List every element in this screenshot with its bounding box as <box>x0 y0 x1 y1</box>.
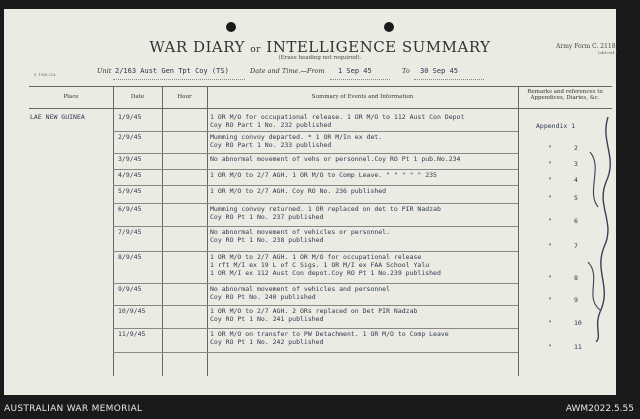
entry-summary-line: Coy RO Part 1 No. 233 published <box>210 141 332 149</box>
entry-summary-line: Coy RO Part 1 No. 232 published <box>210 121 332 129</box>
entry-remark: 9 <box>574 296 578 304</box>
entry-date: 9/9/45 <box>118 285 142 293</box>
entry-remark-ditto: " <box>548 343 552 351</box>
army-form-sub: (old-ctrl.) <box>598 50 618 55</box>
entry-date: 1/9/45 <box>118 113 142 121</box>
entry-summary-line: 1 OR M/O to 2/7 AGH. Coy RO No. 236 published <box>210 187 387 195</box>
entry-remark-ditto: " <box>548 319 552 327</box>
row-rule <box>113 226 518 227</box>
entry-summary-line: Coy RO Pt 1 No. 242 published <box>210 338 324 346</box>
entry-date: 6/9/45 <box>118 205 142 213</box>
entry-date: 5/9/45 <box>118 187 142 195</box>
title-or: or <box>250 45 261 55</box>
punch-hole <box>384 22 394 32</box>
col-header-summary: Summary of Events and Information <box>311 94 414 100</box>
entry-remark-ditto: " <box>548 242 552 250</box>
entry-remark: Appendix 1 <box>536 122 576 130</box>
entry-summary-line: 1 OR M/O to 2/7 AGH. 1 OR M/O for occupational release <box>210 253 422 261</box>
entry-date: 10/9/45 <box>118 307 146 315</box>
entry-remark-ditto: " <box>548 274 552 282</box>
army-form-number: Army Form C. 2118 <box>556 43 616 50</box>
entry-summary-line: 1 OR M/I ex 112 Aust Con depot.Coy RO Pt 1 No.239 published <box>210 269 441 277</box>
row-rule <box>113 305 518 306</box>
form-title <box>0 38 640 56</box>
form-subtitle: (Erase heading not required). <box>278 55 362 61</box>
entry-summary-line: Mumming convoy returned. 1 OR replaced on det to PIR Nadzab <box>210 205 441 213</box>
entry-summary-line: 1 rft M/I ex 19 L of C Sigs. 1 OR M/I ex FAA School Yalu <box>210 261 430 269</box>
row-rule <box>113 203 518 204</box>
entry-summary-line: 1 OR M/O for occupational release. 1 OR M/O to 112 Aust Con Depot <box>210 113 465 121</box>
row-rule <box>113 131 518 132</box>
entry-summary-line: Coy RO Pt 1 No. 238 published <box>210 236 324 244</box>
entry-date: 11/9/45 <box>118 330 146 338</box>
entry-remark-ditto: " <box>548 217 552 225</box>
date-to-underline <box>414 79 484 80</box>
entry-summary-line: Coy RO Pt No. 240 published <box>210 293 316 301</box>
entry-date: 2/9/45 <box>118 133 142 141</box>
entry-remark-ditto: " <box>548 144 552 152</box>
unit-underline <box>113 79 245 80</box>
entry-summary-line: 1 OR M/O to 2/7 AGH. 2 ORs replaced on Det PIR Nadzab <box>210 307 418 315</box>
col-header-date: Date <box>130 94 145 100</box>
date-from-label: Date and Time.—From <box>250 67 325 75</box>
entry-summary-line: No abnormal movement of vehs or personnel.Coy RO Pt 1 pub.No.234 <box>210 155 461 163</box>
col-divider <box>207 86 208 376</box>
row-rule <box>113 328 518 329</box>
date-from-underline <box>330 79 390 80</box>
entry-remark: 5 <box>574 194 578 202</box>
entry-summary-line: No abnormal movement of vehicles and personnel <box>210 285 391 293</box>
entry-remark: 11 <box>574 343 582 351</box>
entry-date: 4/9/45 <box>118 171 142 179</box>
date-to-label: To <box>402 67 410 75</box>
table-header-rule <box>29 108 612 109</box>
row-rule <box>113 283 518 284</box>
entry-summary-line: Coy RO Pt 1 No. 237 published <box>210 213 324 221</box>
col-header-hour: Hour <box>177 94 192 100</box>
entry-remark-ditto: " <box>548 296 552 304</box>
col-divider <box>518 86 519 376</box>
col-divider <box>113 86 114 376</box>
date-to-value: 30 Sep 45 <box>420 67 458 75</box>
unit-value: 2/163 Aust Gen Tpt Coy (TS) <box>115 67 229 75</box>
title-intelligence-summary: INTELLIGENCE SUMMARY <box>266 38 491 56</box>
row-rule <box>113 169 518 170</box>
entry-date: 3/9/45 <box>118 155 142 163</box>
entry-date: 7/9/45 <box>118 228 142 236</box>
footer-institution: AUSTRALIAN WAR MEMORIAL <box>4 404 143 414</box>
entry-summary-line: Mumming convoy departed. * 1 OR M/In ex det. <box>210 133 383 141</box>
entry-summary-line: Coy RO Pt 1 No. 241 published <box>210 315 324 323</box>
row-rule <box>113 352 518 353</box>
entry-remark: 10 <box>574 319 582 327</box>
table-top-rule <box>29 86 612 87</box>
row-rule <box>113 153 518 154</box>
entry-date: 8/9/45 <box>118 253 142 261</box>
col-header-place: Place <box>63 94 79 100</box>
col-divider <box>162 86 163 376</box>
row-rule <box>113 185 518 186</box>
date-from-value: 1 Sep 45 <box>338 67 372 75</box>
entry-remark-ditto: " <box>548 194 552 202</box>
punch-hole <box>226 22 236 32</box>
entry-summary-line: 1 OR M/O on transfer to PW Detachment. 1 OR M/O to Comp Leave <box>210 330 449 338</box>
title-war-diary: WAR DIARY <box>149 38 245 56</box>
entry-remark: 8 <box>574 274 578 282</box>
unit-label: Unit <box>97 67 112 75</box>
print-number: S. 1938.21A <box>34 73 56 77</box>
row-rule <box>113 251 518 252</box>
entry-place: LAE NEW GUINEA <box>30 113 85 121</box>
entry-remark: 7 <box>574 242 578 250</box>
footer-reference: AWM2022.5.55 <box>565 404 634 414</box>
entry-remark-ditto: " <box>548 176 552 184</box>
entry-remark: 3 <box>574 160 578 168</box>
handwritten-signature <box>578 112 623 342</box>
entry-summary-line: 1 OR M/O to 2/7 AGH. 1 OR M/O to Comp Leave. " " " " " 235 <box>210 171 437 179</box>
entry-remark: 4 <box>574 176 578 184</box>
entry-summary-line: No abnormal movement of vehicles or personnel. <box>210 228 391 236</box>
col-header-remarks: Remarks and references to Appendices, Diaries, &c. <box>527 89 603 101</box>
entry-remark: 2 <box>574 144 578 152</box>
entry-remark: 6 <box>574 217 578 225</box>
entry-remark-ditto: " <box>548 160 552 168</box>
